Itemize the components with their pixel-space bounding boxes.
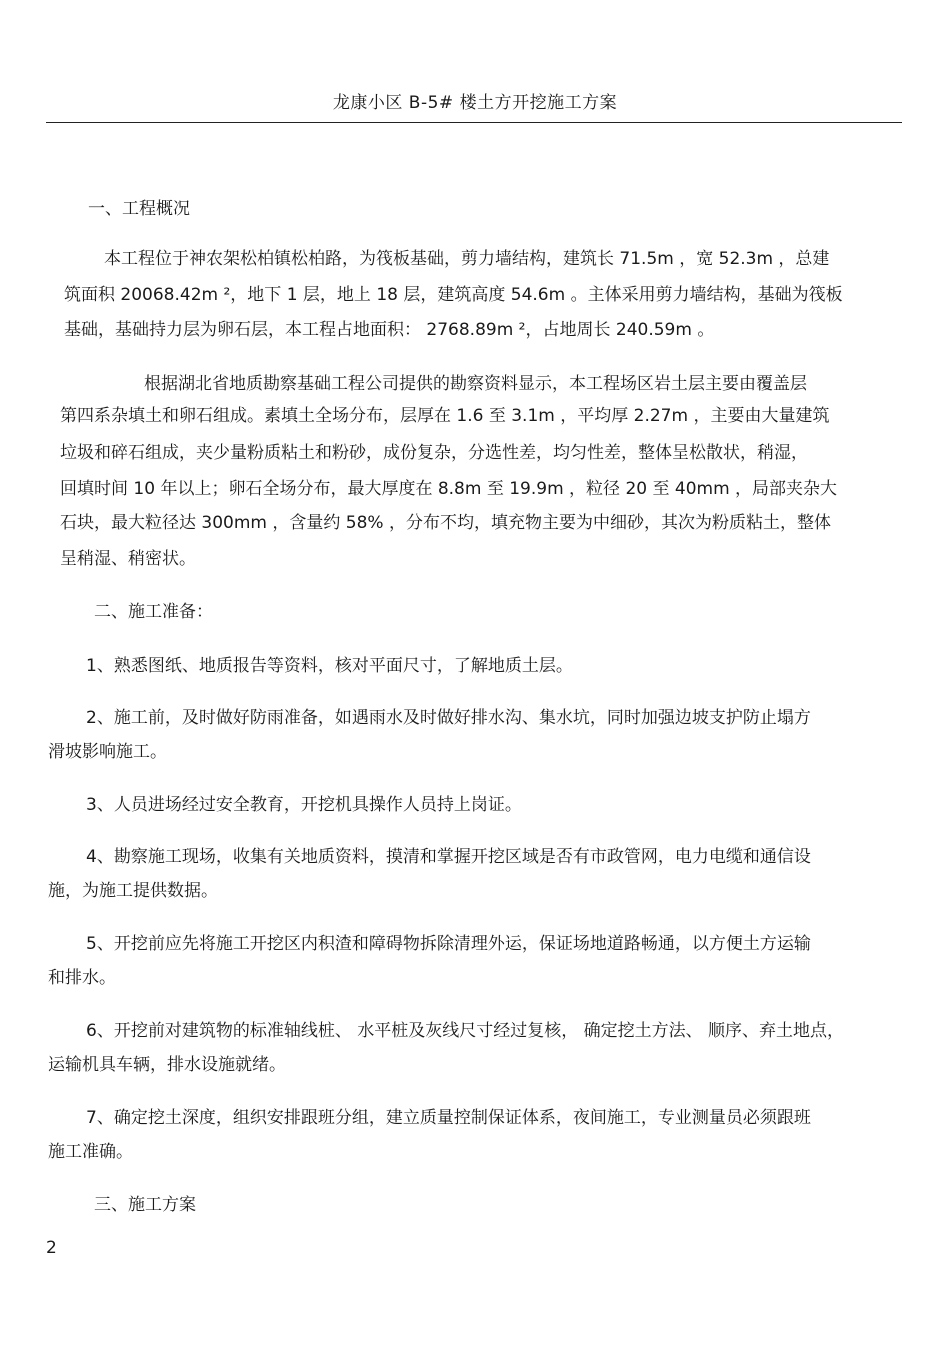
document-title: 龙康小区 B-5# 楼土方开挖施工方案 [332,93,618,113]
list-item: 1、熟悉图纸、地质报告等资料，核对平面尺寸，了解地质土层。 [86,656,573,676]
page-number: 2 [46,1238,57,1258]
list-item: 3、人员进场经过安全教育，开挖机具操作人员持上岗证。 [86,795,522,815]
paragraph-line: 石块，最大粒径达 300mm ，含量约 58% ，分布不均，填充物主要为中细砂，其次为粉质粘土，整体 [60,513,831,533]
list-item-continuation: 施，为施工提供数据。 [48,881,218,901]
list-item: 2、施工前，及时做好防雨准备，如遇雨水及时做好排水沟、集水坑，同时加强边坡支护防止塌方 [86,708,811,728]
paragraph-line: 筑面积 20068.42m ²，地下 1 层，地上 18 层，建筑高度 54.6m 。主体采用剪力墙结构，基础为筏板 [64,285,843,305]
paragraph-line: 本工程位于神农架松柏镇松柏路，为筏板基础，剪力墙结构，建筑长 71.5m ，宽 52.3m ，总建 [104,249,830,269]
list-item: 6、开挖前对建筑物的标准轴线桩、 水平桩及灰线尺寸经过复核， 确定挖土方法、 顺序、弃土地点， [86,1021,845,1041]
list-item: 7、确定挖土深度，组织安排跟班分组，建立质量控制保证体系，夜间施工，专业测量员必须跟班 [86,1108,811,1128]
list-item-continuation: 滑坡影响施工。 [48,742,167,762]
section-heading-plan: 三、施工方案 [94,1195,196,1215]
header-divider [46,122,902,123]
list-item: 4、勘察施工现场，收集有关地质资料，摸清和掌握开挖区域是否有市政管网，电力电缆和通信设 [86,847,811,867]
list-item-continuation: 和排水。 [48,968,116,988]
paragraph-line: 回填时间 10 年以上；卵石全场分布，最大厚度在 8.8m 至 19.9m ，粒径 20 至 40mm ，局部夹杂大 [60,479,838,499]
list-item-continuation: 施工准确。 [48,1142,133,1162]
section-heading-overview: 一、工程概况 [88,199,190,219]
section-heading-preparation: 二、施工准备： [94,602,213,622]
paragraph-line: 根据湖北省地质勘察基础工程公司提供的勘察资料显示，本工程场区岩土层主要由覆盖层 [144,374,807,394]
paragraph-line: 第四系杂填土和卵石组成。素填土全场分布，层厚在 1.6 至 3.1m ，平均厚 2.27m ，主要由大量建筑 [60,406,830,426]
list-item: 5、开挖前应先将施工开挖区内积渣和障碍物拆除清理外运，保证场地道路畅通，以方便土方运输 [86,934,811,954]
list-item-continuation: 运输机具车辆，排水设施就绪。 [48,1055,286,1075]
paragraph-line: 垃圾和碎石组成，夹少量粉质粘土和粉砂，成份复杂，分选性差，均匀性差，整体呈松散状，稍湿， [60,443,808,463]
paragraph-line: 基础，基础持力层为卵石层，本工程占地面积： 2768.89m ²，占地周长 240.59m 。 [64,320,715,340]
paragraph-line: 呈稍湿、稍密状。 [60,549,196,569]
